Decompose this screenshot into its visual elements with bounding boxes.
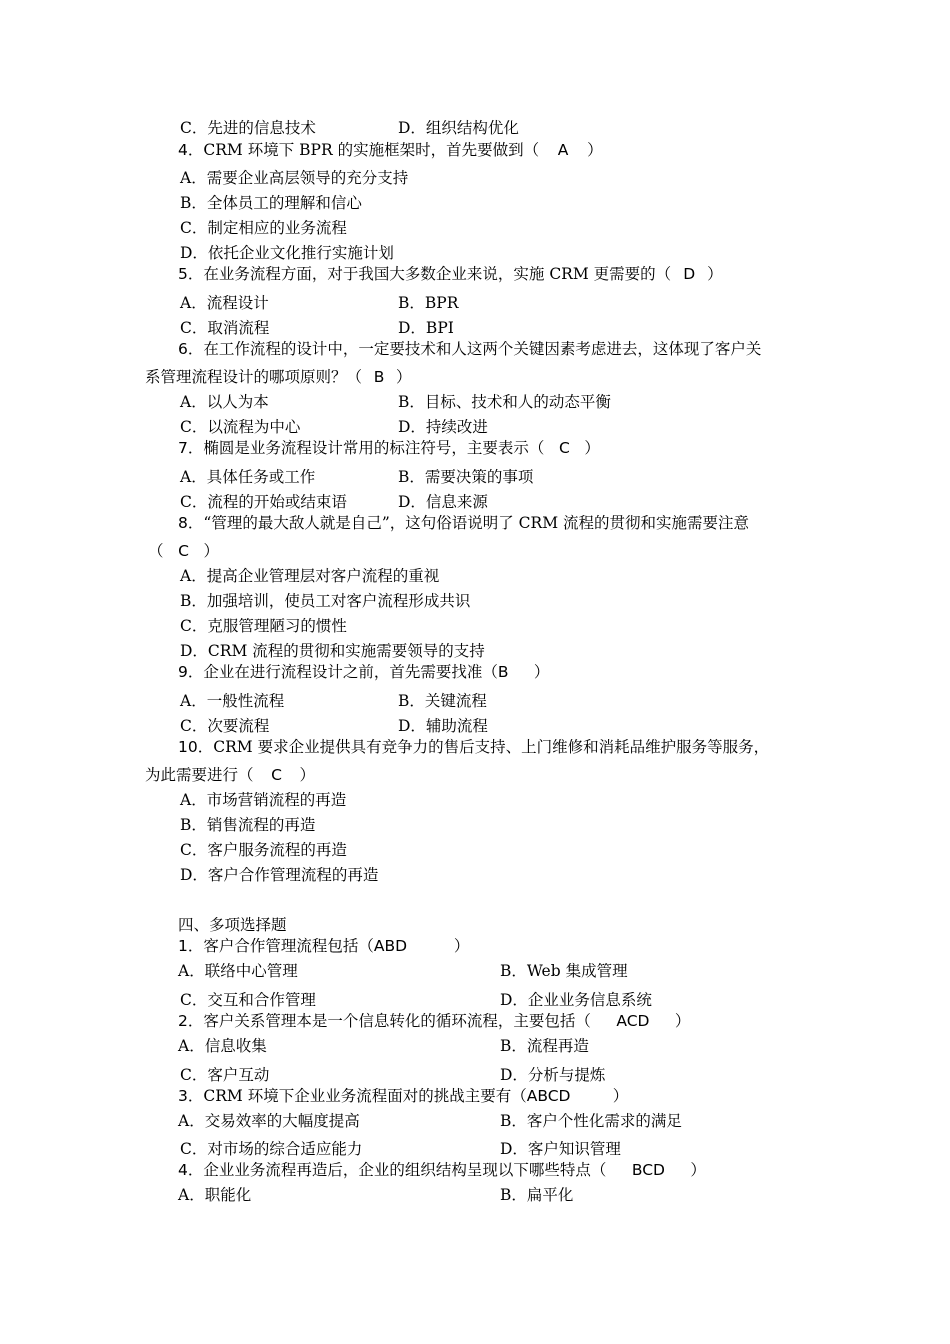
option-d: D．企业业务信息系统 xyxy=(500,991,652,1009)
question-stem: CRM 环境下企业业务流程面对的挑战主要有（ xyxy=(203,1087,527,1105)
option-b: B．销售流程的再造 xyxy=(180,816,316,834)
bracket-close: ） xyxy=(612,1087,629,1105)
option-a: A．市场营销流程的再造 xyxy=(180,791,347,809)
question-number: 10 xyxy=(178,738,198,756)
answer: ACD xyxy=(616,1012,650,1030)
option-d: D．辅助流程 xyxy=(398,717,488,735)
bracket-close: ） xyxy=(707,265,723,283)
option-a: A．提高企业管理层对客户流程的重视 xyxy=(180,567,440,585)
bracket-close: ） xyxy=(533,663,550,681)
multi-question-1: 1．客户合作管理流程包括（ABD ） xyxy=(178,937,470,955)
answer: BCD xyxy=(631,1161,665,1179)
answer: ABD xyxy=(373,937,408,955)
option-c: C．克服管理陋习的惯性 xyxy=(180,617,347,635)
section-heading: 四、多项选择题 xyxy=(178,916,287,934)
option-b: B．BPR xyxy=(398,294,459,312)
answer: C xyxy=(178,542,189,560)
option-a: A．职能化 xyxy=(178,1186,252,1204)
answer: A xyxy=(557,141,569,159)
question-6: 6．在工作流程的设计中，一定要技术和人这两个关键因素考虑进去，这体现了客户关 xyxy=(178,340,762,358)
option-d: D．分析与提炼 xyxy=(500,1066,606,1084)
option-d: D．客户知识管理 xyxy=(500,1140,621,1158)
option-a: A．以人为本 xyxy=(180,393,269,411)
option-b: B．流程再造 xyxy=(500,1037,589,1055)
answer: C xyxy=(271,766,282,784)
option-c: C．对市场的综合适应能力 xyxy=(180,1140,363,1158)
option-a: A．流程设计 xyxy=(180,294,269,312)
question-stem: 在业务流程方面，对于我国大多数企业来说，实施 CRM 更需要的（ xyxy=(203,265,672,283)
question-stem: “管理的最大敌人就是自己”，这句俗语说明了 CRM 流程的贯彻和实施需要注意 xyxy=(203,514,749,532)
option-d: D．客户合作管理流程的再造 xyxy=(180,866,379,884)
question-stem: 在工作流程的设计中，一定要技术和人这两个关键因素考虑进去，这体现了客户关 xyxy=(203,340,762,358)
answer: D xyxy=(683,265,696,283)
bracket-close: ） xyxy=(396,368,412,386)
option-c: C．客户互动 xyxy=(180,1066,270,1084)
question-stem: 椭圆是业务流程设计常用的标注符号，主要表示（ xyxy=(203,439,545,457)
option-b: B．扁平化 xyxy=(500,1186,574,1204)
question-number: 8 xyxy=(178,514,188,532)
option-d: D．CRM 流程的贯彻和实施需要领导的支持 xyxy=(180,642,485,660)
option-b: B．目标、技术和人的动态平衡 xyxy=(398,393,611,411)
question-7: 7．椭圆是业务流程设计常用的标注符号，主要表示（ C ） xyxy=(178,439,600,457)
option-a: A．需要企业高层领导的充分支持 xyxy=(180,169,409,187)
answer: B xyxy=(497,663,509,681)
option-b: B．加强培训，使员工对客户流程形成共识 xyxy=(180,592,471,610)
question-10: 10．CRM 要求企业提供具有竞争力的售后支持、上门维修和消耗品维护服务等服务， xyxy=(178,738,770,756)
bracket-close: ） xyxy=(203,542,220,560)
multi-question-2: 2．客户关系管理本是一个信息转化的循环流程，主要包括（ ACD ） xyxy=(178,1012,691,1030)
option-c: C．先进的信息技术 xyxy=(180,119,316,137)
multi-question-4: 4．企业业务流程再造后，企业的组织结构呈现以下哪些特点（ BCD ） xyxy=(178,1161,706,1179)
bracket-close: ） xyxy=(453,937,470,955)
option-b: B．关键流程 xyxy=(398,692,487,710)
option-a: A．交易效率的大幅度提高 xyxy=(178,1112,360,1130)
question-number: 5 xyxy=(178,265,188,283)
option-c: C．客户服务流程的再造 xyxy=(180,841,347,859)
option-b: B．全体员工的理解和信心 xyxy=(180,194,362,212)
option-c: C．次要流程 xyxy=(180,717,270,735)
option-d: D．依托企业文化推行实施计划 xyxy=(180,244,394,262)
option-a: A．一般性流程 xyxy=(180,692,285,710)
option-d: D．组织结构优化 xyxy=(398,119,519,137)
option-d: D．信息来源 xyxy=(398,493,488,511)
option-b: B．客户个性化需求的满足 xyxy=(500,1112,682,1130)
question-5: 5．在业务流程方面，对于我国大多数企业来说，实施 CRM 更需要的（ D ） xyxy=(178,265,723,283)
question-4: 4．CRM 环境下 BPR 的实施框架时，首先要做到（ A ） xyxy=(178,141,603,159)
question-number: 3 xyxy=(178,1087,188,1105)
bracket-close: ） xyxy=(674,1012,691,1030)
option-a: A．信息收集 xyxy=(178,1037,267,1055)
question-stem: CRM 环境下 BPR 的实施框架时，首先要做到（ xyxy=(203,141,540,159)
answer: C xyxy=(558,439,570,457)
option-c: C．交互和合作管理 xyxy=(180,991,316,1009)
option-a: A．具体任务或工作 xyxy=(180,468,316,486)
option-c: C．制定相应的业务流程 xyxy=(180,219,347,237)
option-c: C．以流程为中心 xyxy=(180,418,301,436)
question-stem: 为此需要进行（ xyxy=(145,766,254,784)
option-b: B．Web 集成管理 xyxy=(500,962,628,980)
question-stem: 系管理流程设计的哪项原则？（ xyxy=(145,368,363,386)
answer: ABCD xyxy=(526,1087,571,1105)
answer: B xyxy=(373,368,385,386)
question-number: 4 xyxy=(178,1161,188,1179)
question-stem: CRM 要求企业提供具有竞争力的售后支持、上门维修和消耗品维护服务等服务， xyxy=(213,738,770,756)
question-10-continued xyxy=(145,765,315,785)
bracket-close: ） xyxy=(299,766,316,784)
question-8: 8．“管理的最大敌人就是自己”，这句俗语说明了 CRM 流程的贯彻和实施需要注意 xyxy=(178,514,749,532)
question-8-continued xyxy=(148,541,219,561)
bracket-close: ） xyxy=(587,141,603,159)
option-d: D．持续改进 xyxy=(398,418,488,436)
question-number: 6 xyxy=(178,340,188,358)
question-number: 9 xyxy=(178,663,188,681)
question-number: 7 xyxy=(178,439,188,457)
bracket-close: ） xyxy=(584,439,600,457)
question-number: 1 xyxy=(178,937,188,955)
question-stem: 企业业务流程再造后，企业的组织结构呈现以下哪些特点（ xyxy=(203,1161,607,1179)
question-number: 2 xyxy=(178,1012,188,1030)
bracket-close: ） xyxy=(690,1161,706,1179)
question-stem: 企业在进行流程设计之前，首先需要找准（ xyxy=(203,663,498,681)
question-stem: 客户合作管理流程包括（ xyxy=(203,937,374,955)
option-c: C．流程的开始或结束语 xyxy=(180,493,347,511)
option-d: D．BPI xyxy=(398,319,454,337)
option-b: B．需要决策的事项 xyxy=(398,468,534,486)
question-number: 4 xyxy=(178,141,188,159)
option-c: C．取消流程 xyxy=(180,319,270,337)
multi-question-3: 3．CRM 环境下企业业务流程面对的挑战主要有（ABCD ） xyxy=(178,1087,629,1105)
bracket-open: （ xyxy=(148,542,164,560)
option-a: A．联络中心管理 xyxy=(178,962,298,980)
question-stem: 客户关系管理本是一个信息转化的循环流程，主要包括（ xyxy=(203,1012,591,1030)
question-6-continued xyxy=(145,367,412,387)
question-9: 9．企业在进行流程设计之前，首先需要找准（B ） xyxy=(178,663,550,681)
